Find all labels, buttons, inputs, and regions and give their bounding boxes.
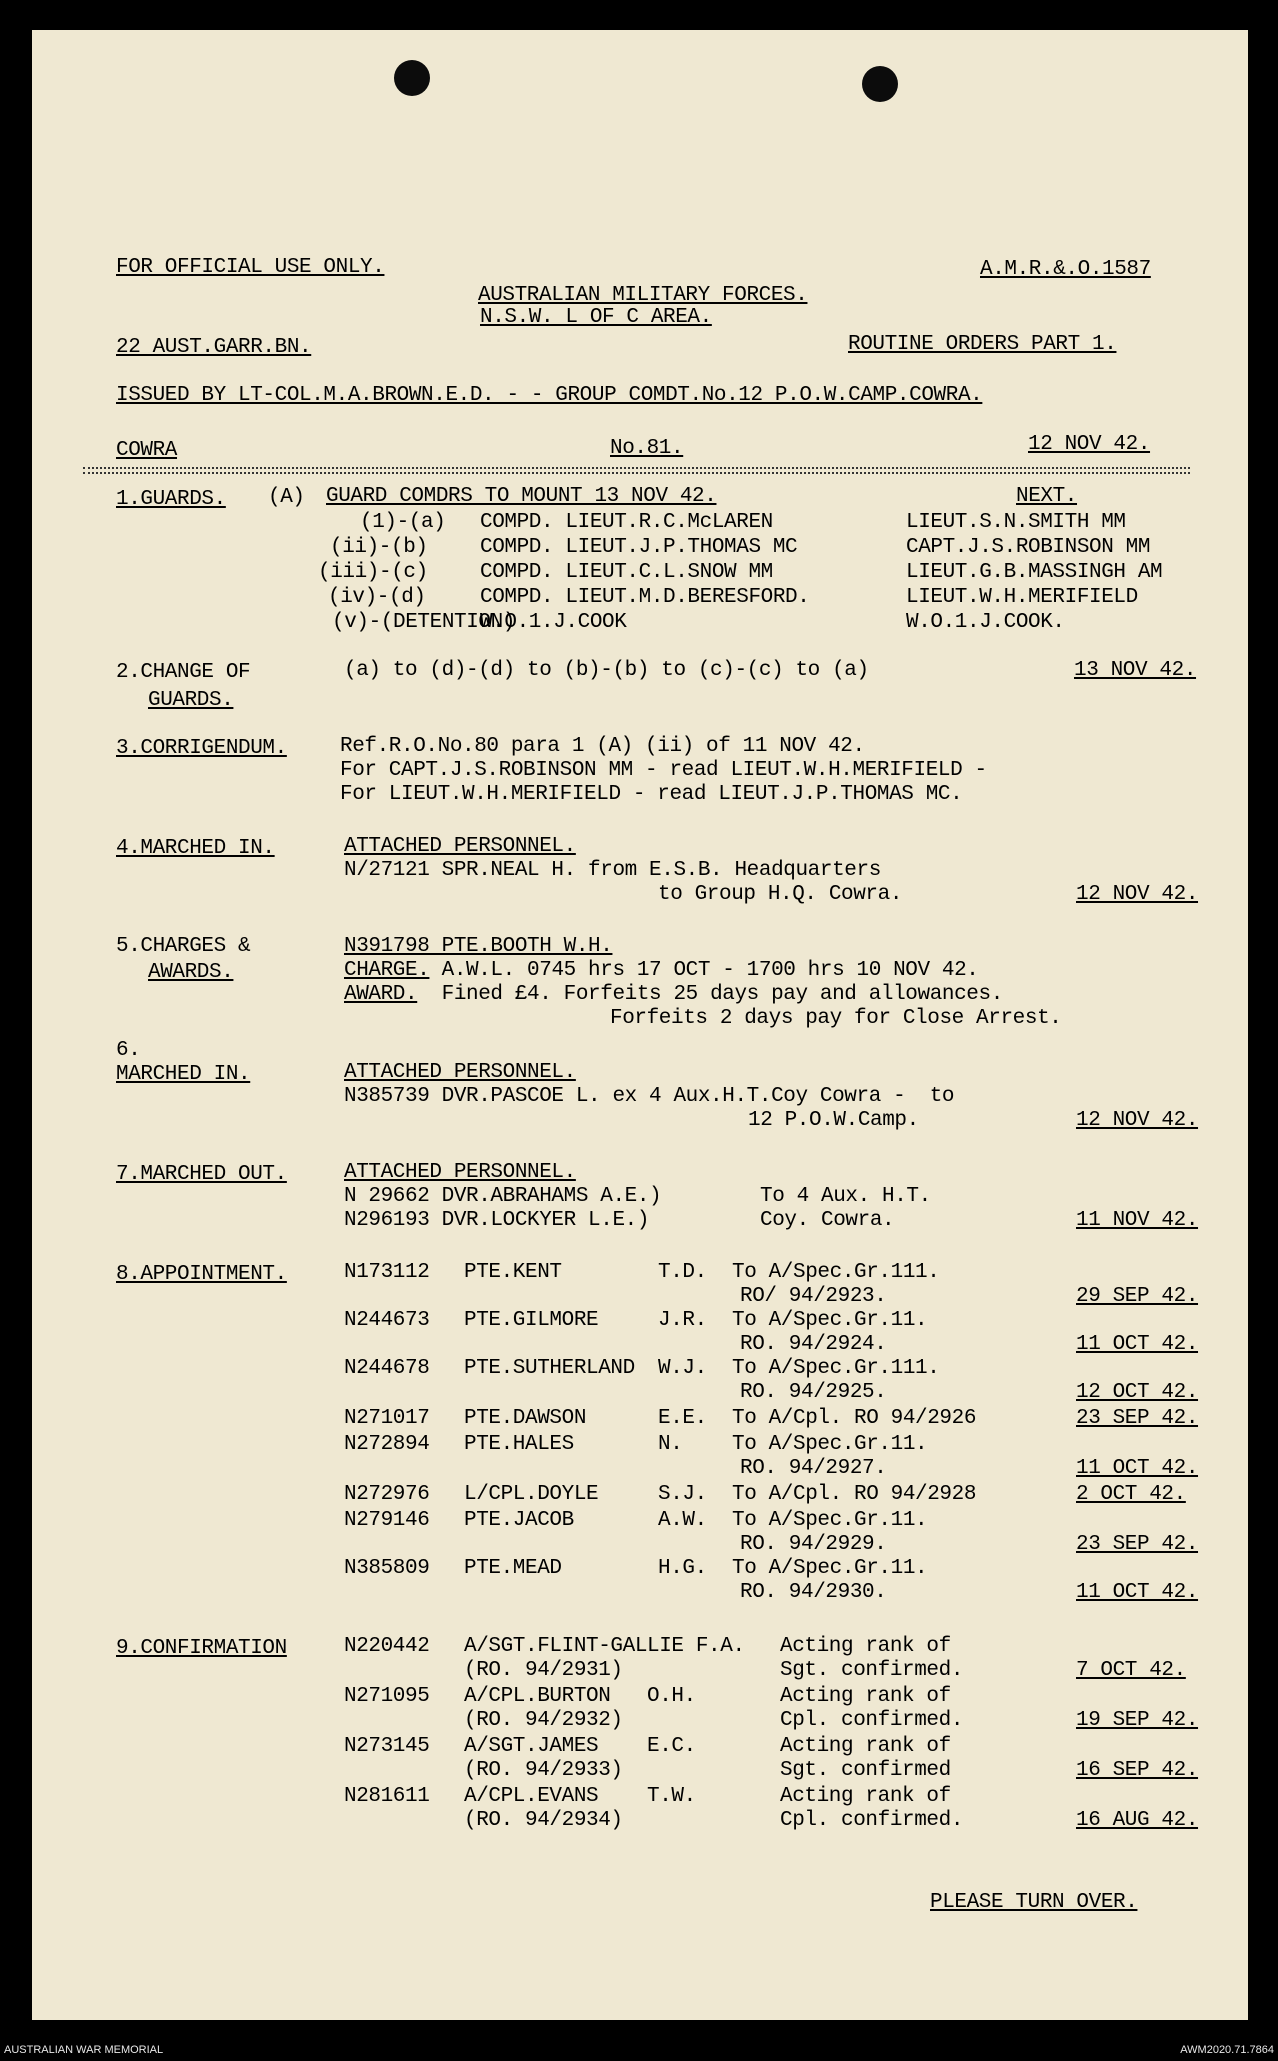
award-line	[344, 982, 1003, 1007]
entry-date: 12 NOV 42.	[1076, 1109, 1199, 1132]
soldier-initials: T.D.	[658, 1261, 707, 1284]
confirmation-date: 19 SEP 42.	[1076, 1709, 1199, 1732]
section-1-label: 1.GUARDS.	[116, 488, 226, 511]
guard-commander: COMPD. LIEUT.R.C.McLAREN	[480, 511, 773, 534]
charge-text: A.W.L. 0745 hrs 17 OCT - 1700 hrs 10 NOV 42.	[429, 959, 979, 982]
entry-date: 11 NOV 42.	[1076, 1209, 1199, 1232]
soldier-initials: N.	[658, 1433, 683, 1456]
footer-left: AUSTRALIAN WAR MEMORIAL	[4, 2044, 164, 2056]
appointment-ro: RO. 94/2929.	[740, 1533, 887, 1556]
attached-personnel: ATTACHED PERSONNEL.	[344, 835, 576, 858]
entry-date: 12 NOV 42.	[1076, 883, 1199, 906]
personnel-line: N/27121 SPR.NEAL H. from E.S.B. Headquarters	[344, 859, 881, 882]
section-1-subpara: (A)	[268, 486, 305, 509]
guard-index: (iii)-(c)	[318, 561, 428, 584]
punch-hole	[862, 66, 898, 102]
soldier-initials: J.R.	[658, 1309, 707, 1332]
appointment-text: To A/Cpl. RO 94/2926	[732, 1407, 977, 1430]
next-guard-commander: LIEUT.W.H.MERIFIELD	[906, 586, 1138, 609]
service-number: N279146	[344, 1509, 430, 1532]
appointment-ro: RO. 94/2930.	[740, 1581, 887, 1604]
next-guard-commander: LIEUT.S.N.SMITH MM	[906, 511, 1126, 534]
soldier-name: PTE.GILMORE	[464, 1309, 599, 1332]
orders-title: ROUTINE ORDERS PART 1.	[848, 333, 1117, 356]
attached-personnel: ATTACHED PERSONNEL.	[344, 1061, 576, 1084]
next-guard-commander: CAPT.J.S.ROBINSON MM	[906, 536, 1151, 559]
soldier-initials: W.J.	[658, 1357, 707, 1380]
section-2-label-cont: GUARDS.	[148, 689, 234, 712]
appointment-text: To A/Spec.Gr.111.	[732, 1357, 940, 1380]
confirmation-date: 16 SEP 42.	[1076, 1759, 1199, 1782]
service-number: N273145	[344, 1735, 430, 1758]
guard-rotation: (a) to (d)-(d) to (b)-(b) to (c)-(c) to (a)	[344, 659, 869, 682]
order-number: No.81.	[610, 437, 684, 460]
appointment-date: 29 SEP 42.	[1076, 1285, 1199, 1308]
appointment-ro: RO/ 94/2923.	[740, 1285, 887, 1308]
appointment-text: To A/Spec.Gr.111.	[732, 1261, 940, 1284]
confirmation-date: 7 OCT 42.	[1076, 1659, 1186, 1682]
order-date: 12 NOV 42.	[1028, 433, 1151, 456]
place: COWRA	[116, 439, 178, 462]
forces-heading: AUSTRALIAN MILITARY FORCES.	[478, 284, 808, 307]
service-number: N173112	[344, 1261, 430, 1284]
attached-personnel: ATTACHED PERSONNEL.	[344, 1161, 576, 1184]
confirmation-text: Acting rank of	[780, 1635, 951, 1658]
service-number: N281611	[344, 1785, 430, 1808]
posting-line: To 4 Aux. H.T.	[760, 1185, 931, 1208]
confirmation-text: Acting rank of	[780, 1685, 951, 1708]
appointment-ro: RO. 94/2927.	[740, 1457, 887, 1480]
guard-commander: COMPD. LIEUT.J.P.THOMAS MC	[480, 536, 798, 559]
award-heading: AWARD.	[344, 983, 418, 1006]
punch-hole	[394, 60, 430, 96]
corrigendum-ref: Ref.R.O.No.80 para 1 (A) (ii) of 11 NOV 42.	[340, 735, 865, 758]
service-number: N272894	[344, 1433, 430, 1456]
personnel-line: N296193 DVR.LOCKYER L.E.)	[344, 1209, 650, 1232]
official-use-label: FOR OFFICIAL USE ONLY.	[116, 256, 385, 279]
confirmation-text: Sgt. confirmed.	[780, 1659, 964, 1682]
section-7-label: 7.MARCHED OUT.	[116, 1163, 287, 1186]
service-number: N385809	[344, 1557, 430, 1580]
appointment-date: 11 OCT 42.	[1076, 1581, 1199, 1604]
guard-title: GUARD COMDRS TO MOUNT 13 NOV 42.	[326, 485, 717, 508]
charge-line	[344, 958, 979, 983]
soldier-name: A/CPL.EVANS T.W.	[464, 1785, 696, 1808]
service-number: N220442	[344, 1635, 430, 1658]
unit-name: 22 AUST.GARR.BN.	[116, 336, 312, 359]
guard-commander: COMPD. LIEUT.M.D.BERESFORD.	[480, 586, 810, 609]
soldier-name: PTE.KENT	[464, 1261, 562, 1284]
appointment-date: 11 OCT 42.	[1076, 1457, 1199, 1480]
section-5-label-cont: AWARDS.	[148, 961, 234, 984]
award-line-cont: Forfeits 2 days pay for Close Arrest.	[610, 1007, 1062, 1030]
appointment-text: To A/Cpl. RO 94/2928	[732, 1483, 977, 1506]
appointment-ro: RO. 94/2924.	[740, 1333, 887, 1356]
personnel-line: N 29662 DVR.ABRAHAMS A.E.)	[344, 1185, 662, 1208]
section-2-label: 2.CHANGE OF	[116, 661, 251, 684]
service-number: N244673	[344, 1309, 430, 1332]
section-5-label: 5.CHARGES &	[116, 935, 251, 958]
appointment-date: 23 SEP 42.	[1076, 1407, 1199, 1430]
service-number: N271095	[344, 1685, 430, 1708]
appointment-text: To A/Spec.Gr.11.	[732, 1557, 928, 1580]
personnel-line: N385739 DVR.PASCOE L. ex 4 Aux.H.T.Coy Cowra - to	[344, 1085, 955, 1108]
confirmation-ro: (RO. 94/2932)	[464, 1709, 623, 1732]
separator-line	[83, 467, 1190, 474]
next-guard-commander: LIEUT.G.B.MASSINGH AM	[906, 561, 1163, 584]
service-number: N271017	[344, 1407, 430, 1430]
confirmation-text: Acting rank of	[780, 1785, 951, 1808]
section-4-label: 4.MARCHED IN.	[116, 837, 275, 860]
service-number: N244678	[344, 1357, 430, 1380]
appointment-text: To A/Spec.Gr.11.	[732, 1433, 928, 1456]
confirmation-text: Cpl. confirmed.	[780, 1809, 964, 1832]
soldier-name: PTE.SUTHERLAND	[464, 1357, 635, 1380]
soldier-name: PTE.DAWSON	[464, 1407, 587, 1430]
corrigendum-line: For LIEUT.W.H.MERIFIELD - read LIEUT.J.P.THOMAS MC.	[340, 783, 963, 806]
confirmation-text: Cpl. confirmed.	[780, 1709, 964, 1732]
posting-line: Coy. Cowra.	[760, 1209, 895, 1232]
personnel-line: to Group H.Q. Cowra.	[658, 883, 903, 906]
section-6-number: 6.	[116, 1039, 141, 1062]
charged-soldier: N391798 PTE.BOOTH W.H.	[344, 935, 613, 958]
soldier-name: PTE.JACOB	[464, 1509, 574, 1532]
guard-index: (v)-(DETENTION)	[332, 611, 516, 634]
area-heading: N.S.W. L OF C AREA.	[480, 306, 712, 329]
confirmation-text: Acting rank of	[780, 1735, 951, 1758]
please-turn-over: PLEASE TURN OVER.	[930, 1891, 1138, 1914]
guard-commander: W.O.1.J.COOK	[480, 611, 627, 634]
rotation-date: 13 NOV 42.	[1074, 659, 1197, 682]
appointment-date: 11 OCT 42.	[1076, 1333, 1199, 1356]
section-8-label: 8.APPOINTMENT.	[116, 1263, 287, 1286]
soldier-initials: A.W.	[658, 1509, 707, 1532]
appointment-date: 12 OCT 42.	[1076, 1381, 1199, 1404]
confirmation-date: 16 AUG 42.	[1076, 1809, 1199, 1832]
personnel-line: 12 P.O.W.Camp.	[748, 1109, 919, 1132]
guard-index: (iv)-(d)	[328, 586, 426, 609]
appointment-text: To A/Spec.Gr.11.	[732, 1309, 928, 1332]
soldier-initials: H.G.	[658, 1557, 707, 1580]
award-text: Fined £4. Forfeits 25 days pay and allowances.	[417, 983, 1003, 1006]
soldier-name: A/CPL.BURTON O.H.	[464, 1685, 696, 1708]
next-guard-commander: W.O.1.J.COOK.	[906, 611, 1065, 634]
soldier-name: PTE.HALES	[464, 1433, 574, 1456]
appointment-date: 23 SEP 42.	[1076, 1533, 1199, 1556]
appointment-text: To A/Spec.Gr.11.	[732, 1509, 928, 1532]
guard-index: (ii)-(b)	[330, 536, 428, 559]
soldier-initials: E.E.	[658, 1407, 707, 1430]
corrigendum-line: For CAPT.J.S.ROBINSON MM - read LIEUT.W.H.MERIFIELD -	[340, 759, 987, 782]
section-6-label: MARCHED IN.	[116, 1063, 251, 1086]
confirmation-ro: (RO. 94/2933)	[464, 1759, 623, 1782]
confirmation-text: Sgt. confirmed	[780, 1759, 951, 1782]
appointment-date: 2 OCT 42.	[1076, 1483, 1186, 1506]
soldier-name: A/SGT.FLINT-GALLIE F.A.	[464, 1635, 745, 1658]
guard-commander: COMPD. LIEUT.C.L.SNOW MM	[480, 561, 773, 584]
confirmation-ro: (RO. 94/2934)	[464, 1809, 623, 1832]
next-heading: NEXT.	[1016, 485, 1078, 508]
issued-by: ISSUED BY LT-COL.M.A.BROWN.E.D. - - GROUP COMDT.No.12 P.O.W.CAMP.COWRA.	[116, 384, 983, 407]
guard-index: (1)-(a)	[360, 511, 446, 534]
soldier-initials: S.J.	[658, 1483, 707, 1506]
soldier-name: A/SGT.JAMES E.C.	[464, 1735, 696, 1758]
service-number: N272976	[344, 1483, 430, 1506]
appointment-ro: RO. 94/2925.	[740, 1381, 887, 1404]
section-3-label: 3.CORRIGENDUM.	[116, 737, 287, 760]
order-reference: A.M.R.&.O.1587	[980, 258, 1151, 281]
footer-right: AWM2020.71.7864	[1180, 2044, 1274, 2056]
charge-heading: CHARGE.	[344, 959, 430, 982]
soldier-name: PTE.MEAD	[464, 1557, 562, 1580]
confirmation-ro: (RO. 94/2931)	[464, 1659, 623, 1682]
soldier-name: L/CPL.DOYLE	[464, 1483, 599, 1506]
section-9-label: 9.CONFIRMATION	[116, 1637, 287, 1660]
